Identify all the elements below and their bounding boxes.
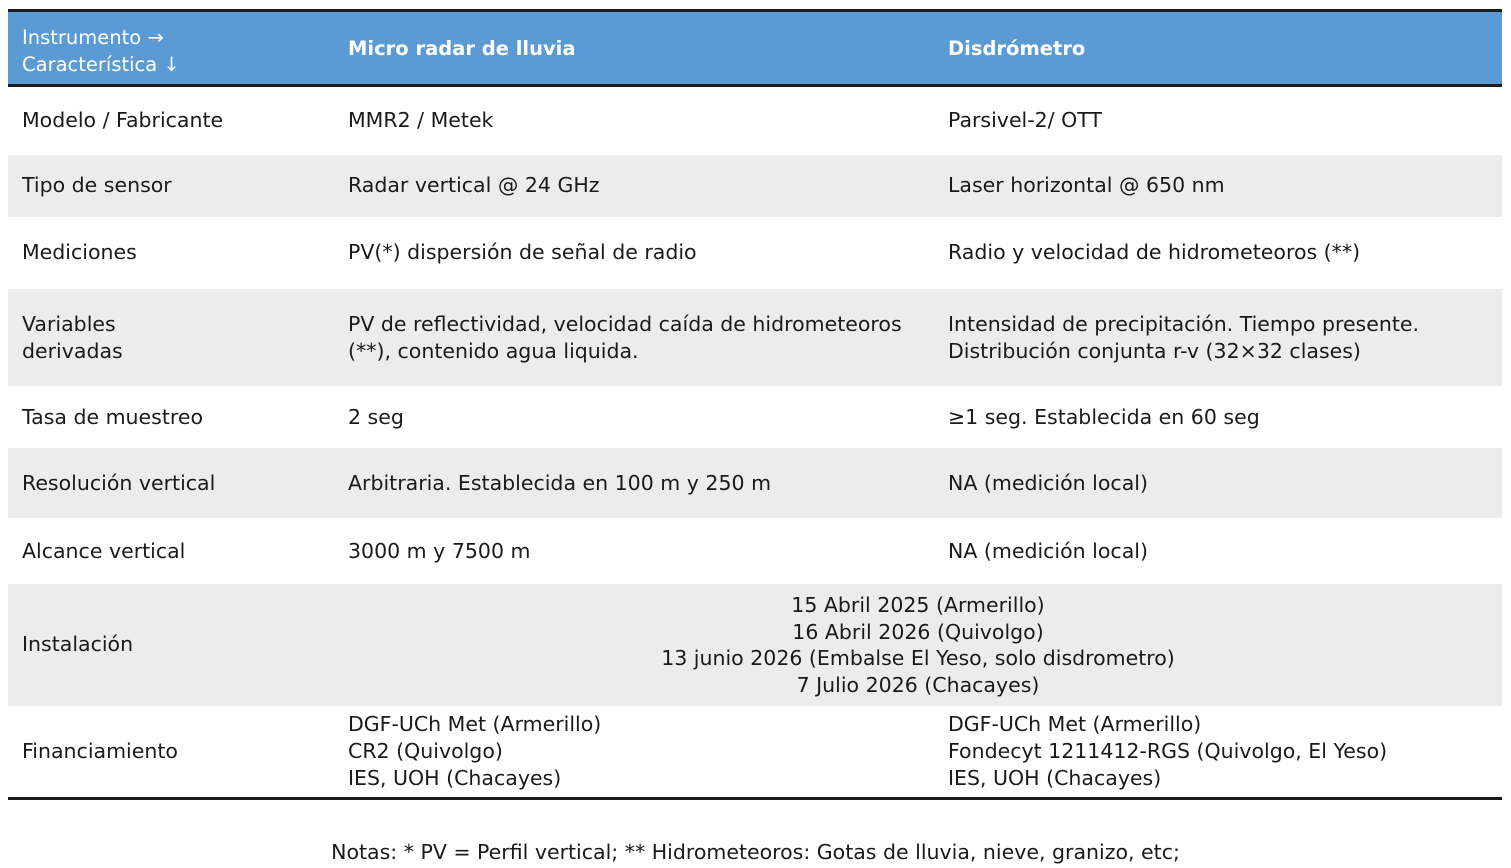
- disdrometer-value: Parsivel-2/ OTT: [948, 108, 1102, 132]
- installation-dates: [488, 592, 1348, 698]
- table-row-financiamiento: [8, 706, 1502, 797]
- table-row-tasa-muestreo: [8, 386, 1502, 448]
- radar-value: Radar vertical @ 24 GHz: [348, 173, 600, 197]
- header-characteristic-label: Característica ↓: [22, 53, 180, 76]
- radar-value-line: (**), contenido agua liquida.: [348, 339, 639, 363]
- table-notes: Notas: * PV = Perfil vertical; ** Hidrometeoros: Gotas de lluvia, nieve, granizo, etc;: [331, 840, 1180, 864]
- row-label: Tasa de muestreo: [22, 405, 204, 429]
- disdrometer-value-line: Distribución conjunta r-v (32×32 clases): [948, 339, 1361, 363]
- header-micro-radar: Micro radar de lluvia: [348, 37, 576, 60]
- header-disdrometer: Disdrómetro: [948, 37, 1086, 60]
- header-instrument-label: Instrumento →: [22, 26, 164, 49]
- disdrometer-value: Radio y velocidad de hidrometeoros (**): [948, 240, 1361, 264]
- row-label: Resolución vertical: [22, 471, 216, 495]
- table-row-alcance-vertical: [8, 518, 1502, 584]
- radar-value-line: DGF-UCh Met (Armerillo): [348, 712, 602, 736]
- disdrometer-value-line: Intensidad de precipitación. Tiempo presente.: [948, 312, 1420, 336]
- table-row-resolucion-vertical: [8, 448, 1502, 518]
- table-row-modelo: [8, 87, 1502, 155]
- radar-value-line: IES, UOH (Chacayes): [348, 766, 562, 790]
- row-label-line: Variables: [22, 312, 116, 336]
- installation-date: 7 Julio 2026 (Chacayes): [796, 672, 1040, 697]
- disdrometer-value: NA (medición local): [948, 471, 1148, 495]
- radar-value-line: PV de reflectividad, velocidad caída de hidrometeoros: [348, 312, 902, 336]
- row-label: [22, 311, 123, 365]
- disdrometer-value: [948, 711, 1387, 792]
- row-label-line: derivadas: [22, 339, 123, 363]
- row-label: Tipo de sensor: [22, 173, 172, 197]
- installation-date: 15 Abril 2025 (Armerillo): [791, 593, 1045, 617]
- radar-value: PV(*) dispersión de señal de radio: [348, 240, 697, 264]
- row-label: Mediciones: [22, 240, 137, 264]
- radar-value: 3000 m y 7500 m: [348, 539, 531, 563]
- disdrometer-value-line: IES, UOH (Chacayes): [948, 766, 1162, 790]
- installation-date: 13 junio 2026 (Embalse El Yeso, solo disdrometro): [661, 646, 1175, 670]
- bottom-rule: [8, 797, 1502, 800]
- row-label: Instalación: [22, 632, 134, 656]
- disdrometer-value-line: DGF-UCh Met (Armerillo): [948, 712, 1202, 736]
- disdrometer-value: Laser horizontal @ 650 nm: [948, 173, 1225, 197]
- instrument-comparison-table: [8, 9, 1502, 800]
- header-corner-cell: [22, 24, 180, 78]
- disdrometer-value: [948, 311, 1419, 365]
- table-row-mediciones: [8, 217, 1502, 289]
- row-label: Financiamiento: [22, 739, 178, 763]
- radar-value: MMR2 / Metek: [348, 108, 494, 132]
- table-row-tipo-sensor: [8, 155, 1502, 217]
- disdrometer-value: NA (medición local): [948, 539, 1148, 563]
- radar-value: Arbitraria. Establecida en 100 m y 250 m: [348, 471, 772, 495]
- row-label: Modelo / Fabricante: [22, 108, 224, 132]
- disdrometer-value: ≥1 seg. Establecida en 60 seg: [948, 405, 1260, 429]
- row-label: Alcance vertical: [22, 539, 186, 563]
- radar-value-line: CR2 (Quivolgo): [348, 739, 503, 763]
- table-header: [8, 12, 1502, 84]
- table-row-variables-derivadas: [8, 289, 1502, 386]
- radar-value: [348, 711, 601, 792]
- installation-date: 16 Abril 2026 (Quivolgo): [792, 619, 1044, 644]
- disdrometer-value-line: Fondecyt 1211412-RGS (Quivolgo, El Yeso): [948, 739, 1388, 763]
- radar-value: 2 seg: [348, 405, 404, 429]
- table-row-instalacion: [8, 584, 1502, 706]
- radar-value: [348, 311, 902, 365]
